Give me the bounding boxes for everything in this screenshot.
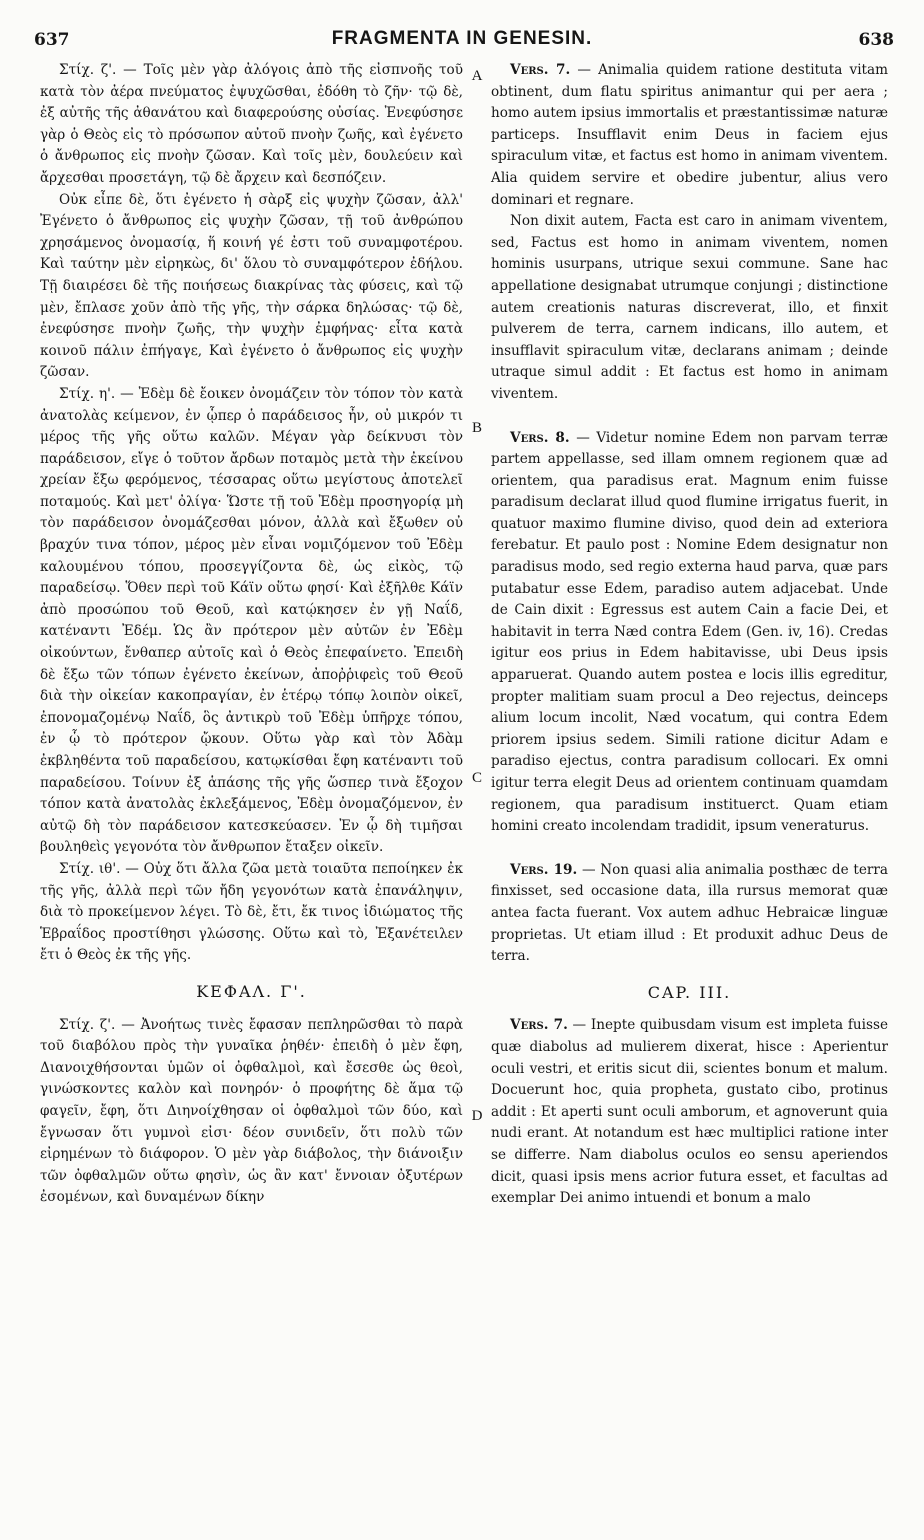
page-number-left: 637 bbox=[34, 30, 70, 50]
margin-letter-c: C bbox=[471, 770, 482, 786]
verse-label: Vers. 7. bbox=[510, 1017, 568, 1034]
latin-verse-text: — Non quasi alia animalia posthæc de terra finxisset, sed occasione data, illa rursus memorat quæ antea facta fuerant. Vox autem adhuc Hebraicæ linguæ proprietas. Ut etiam illud : Et produxit adhuc Deus de terra. bbox=[491, 861, 888, 965]
greek-verse-2-7-cont: Οὐκ εἶπε δὲ, ὅτι ἐγένετο ἡ σὰρξ εἰς ψυχὴν ζῶσαν, ἀλλ' Ἐγένετο ὁ ἄνθρωπος εἰς ψυχὴν ζῶσαν, τῇ τοῦ ἀνθρώπου χρησάμενος ὀνομασίᾳ, ἥ κοινή γέ ἐστι τοῦ συναμφοτέρου. Καὶ ταύτην μὲν εἰρηκὼς, δι' ὅλου τὸ συναμφότερον ἐδήλου. Τῇ διαιρέσει δὲ τῆς ποιήσεως διακρίνας τὰς φύσεις, καὶ τῷ μὲν, ἔπλασε χοῦν ἀπὸ τῆς γῆς, τὴν σάρκα δηλώσας· τῷ δὲ, ἐνεφύσησε πνοὴν ζωῆς, τὴν ψυχὴν ἐμφήνας· εἶτα κατὰ κοινοῦ πάλιν ἐπήγαγε, Καὶ ἐγένετο ὁ ἄνθρωπος εἰς ψυχὴν ζῶσαν. bbox=[40, 191, 463, 381]
greek-verse-3-7: Στίχ. ζ'. — Ἀνοήτως τινὲς ἔφασαν πεπληρῶσθαι τὸ παρὰ τοῦ διαβόλου πρὸς τὴν γυναῖκα ῥηθέν· ἐπειδὴ ὁ μὲν ἔφη, Διανοιχθήσονται ὑμῶν οἱ ὀφθαλμοὶ, καὶ ἔσεσθε ὡς θεοὶ, γινώσκοντες καλὸν καὶ πονηρόν· ὁ προφήτης δὲ ἅμα τῷ φαγεῖν, ἔφη, ὅτι Διηνοίχθησαν οἱ ὀφθαλμοὶ τῶν δύο, καὶ ἔγνωσαν ὅτι γυμνοὶ εἰσι· δέον συνιδεῖν, ὅτι πολὺ τῶν εἰρημένων τὸ διάφορον. Ὁ μὲν γὰρ διάβολος, τὴν διάνοιξιν τῶν ὀφθαλμῶν οὕτω φησὶν, ὡς ἂν κατ' ἔννοιαν ὀξυτέρων ἐσομένων, καὶ δυναμένων δίκην bbox=[40, 1016, 463, 1206]
greek-verse-2-19: Στίχ. ιθ'. — Οὐχ ὅτι ἄλλα ζῶα μετὰ τοιαῦτα πεποίηκεν ἐκ τῆς γῆς, ἀλλὰ περὶ τῶν ἤδη γεγονότων κατὰ ἐπανάληψιν, διὰ τὸ προκείμενον λέγει. Τὸ δὲ, ἔτι, ἔκ τινος ἰδιώματος τῆς Ἑβραΐδος προστίθησι γλώσσης. Οὕτω καὶ τὸ, Ἐξανέτειλεν ἔτι ὁ Θεὸς ἐκ τῆς γῆς. bbox=[40, 860, 463, 964]
verse-label: Vers. 8. bbox=[510, 429, 570, 446]
greek-verse-2-7: Στίχ. ζ'. — Τοῖς μὲν γὰρ ἀλόγοις ἀπὸ τῆς εἰσπνοῆς τοῦ κατὰ τὸν ἀέρα πνεύματος ἐψυχῶσθαι, ἐδόθη τὸ ζῆν· τῷ δὲ, ἐξ αὐτῆς τῆς ἀθανάτου καὶ διαφερούσης οὐσίας. Ἐνεφύσησε γὰρ ὁ Θεὸς εἰς τὸ πρόσωπον αὐτοῦ πνοὴν ζωῆς, καὶ ἐγένετο ὁ ἄνθρωπος εἰς πνοὴν ζῶσαν. Καὶ τοῖς μὲν, δουλεύειν καὶ ἄρχεσθαι προσετάγη, τῷ δὲ ἄρχειν καὶ δεσπόζειν. bbox=[40, 62, 463, 186]
latin-verse-2-7-cont: Non dixit autem, Facta est caro in animam viventem, sed, Factus est homo in animam viventem, nomen hominis usurpans, utrique sexui commune. Sane hac appellatione designabat utrumque conjungi ; distinctione autem creationis naturas discreverat, illo, et finxit pulverem de terra, carnem indicans, illo autem, et insufflavit spiraculum vitæ, declarans animam ; deinde utraque simul addit : Et factus est homo in animam viventem. bbox=[491, 213, 888, 402]
latin-chapter-heading: CAP. III. bbox=[647, 982, 732, 1002]
spacer bbox=[491, 838, 888, 860]
latin-verse-2-8 bbox=[491, 428, 888, 838]
margin-letter-d: D bbox=[471, 1108, 483, 1124]
latin-verse-3-7 bbox=[491, 1015, 888, 1209]
latin-verse-2-7 bbox=[491, 60, 888, 211]
latin-verse-text: — Animalia quidem ratione destituta vitam obtinent, dum flatu spiritus animantur qui per aera ; homo autem ipsius immortalis et præstantissimæ naturæ particeps. Insufflavit enim Deus in faciem ejus spiraculum vitæ, et factus est homo in animam viventem. Alia quidem servire et obedire jubentur, alius vero dominari et regnare. bbox=[491, 62, 888, 208]
greek-verse-2-8: Στίχ. η'. — Ἐδὲμ δὲ ἔοικεν ὀνομάζειν τὸν τόπον τὸν κατὰ ἀνατολὰς κείμενον, ἐν ᾧπερ ὁ παράδεισος ἦν, οὐ μικρόν τι μέρος τῆς γῆς οὕτω καλῶν. Μέγαν γὰρ δείκνυσι τὸν παράδεισον, εἴγε ὁ τοῦτον ἄρδων ποταμὸς μετὰ τὴν ἐκείνου χρείαν ἔξω φερόμενος, τέσσαρας οὕτω μεγίστους ἀποτελεῖ ποταμούς. Καὶ μετ' ὀλίγα· Ὥστε τῇ τοῦ Ἐδὲμ προσηγορίᾳ μὴ τὸν παράδεισον ὀνομάζεσθαι μόνον, ἀλλὰ καὶ ἔξωθεν οὐ βραχύν τινα τόπον, μέρος μὲν εἶναι νομιζόμενον τοῦ Ἐδὲμ καλουμένου τόπου, προσεγγίζοντα δὲ, ὡς εἰκὸς, τῷ παραδείσῳ. Ὅθεν περὶ τοῦ Κάϊν οὕτω φησί· Καὶ ἐξῆλθε Κάϊν ἀπὸ προσώπου τοῦ Θεοῦ, καὶ κατῴκησεν ἐν γῇ Ναΐδ, κατέναντι Ἐδέμ. Ὡς ἂν πρότερον μὲν αὐτῶν ἐν Ἐδὲμ οἰκούντων, ἔνθαπερ αὐτοῖς καὶ ὁ Θεὸς ἐπεφαίνετο. Ἐπειδὴ δὲ ἔξω τῶν τόπων ἐγένετο ἐκείνων, ἀποῤῥιφεὶς τοῦ Θεοῦ διὰ τὴν οἰκείαν κακοπραγίαν, ἐν ἑτέρῳ τόπῳ λοιπὸν οἰκεῖ, ἐπονομαζομένῳ Ναΐδ, ὃς ἀντικρὺ τοῦ Ἐδὲμ ὑπῆρχε τόπου, ἐν ᾧ τὸ πρότερον ᾤκουν. Οὕτω γὰρ καὶ τὸν Ἀδὰμ ἐκβληθέντα τοῦ παραδείσου, κατῳκίσθαι ἔφη κατέναντι τοῦ παραδείσου. Τοίνυν ἐξ ἁπάσης τῆς γῆς ὥσπερ τινὰ ἔξοχον τόπον κατὰ ἀνατολὰς ἐκλεξάμενος, Ἐδὲμ ὀνομαζόμενον, ἐν αὐτῷ δὴ τὸν παράδεισον κατεσκεύασεν. Ἐν ᾧ δὴ τιμῆσαι βουληθεὶς γεγονότα τὸν ἄνθρωπον ἔταξεν οἰκεῖν. bbox=[40, 385, 463, 856]
latin-verse-2-19 bbox=[491, 860, 888, 968]
verse-label: Vers. 7. bbox=[510, 62, 571, 78]
running-title: FRAGMENTA IN GENESIN. bbox=[331, 28, 593, 49]
margin-letter-a: A bbox=[471, 68, 483, 84]
spacer bbox=[491, 406, 888, 428]
margin-letter-b: B bbox=[471, 420, 482, 436]
margin-markers bbox=[463, 0, 491, 1540]
page-number-right: 638 bbox=[858, 30, 894, 50]
page-header bbox=[0, 0, 924, 60]
latin-verse-text: — Inepte quibusdam visum est impleta fuisse quæ diabolus ad mulierem dixerat, hisce : Aperientur oculi vestri, et eritis sicut dii, scientes bonum et malum. Docuerunt hoc, quia propheta, gustato cibo, protinus addit : Et aperti sunt oculi amborum, et agnoverunt quia nudi erant. At notandum est hæc multiplici ratione inter se differre. Nam diabolus oculos eo sensu aperiendos dicit, quasi ipsis mens acrior futura esset, et facultas ad exemplar Dei animo intuendi et bonum a malo bbox=[491, 1017, 889, 1207]
latin-verse-text: — Videtur nomine Edem non parvam terræ partem appellasse, sed illam omnem regionem quæ ad orientem, qua paradisus erat. Magnum enim fuisse paradisum declarat illud quod flumine irrigatus fuerit, in quatuor maximo flumine diviso, quod dein ad exteriora ferebatur. Et paulo post : Nomine Edem designatur non paradisus modo, sed regio externa haud parva, quæ pars putabatur esse Edem, paradiso autem adjacebat. Unde de Cain dixit : Egressus est autem Cain a facie Dei, et habitavit in terra Næd contra Edem (Gen. iv, 16). Credas igitur eos prius in Edem habitavisse, ubi Deus ipsis apparuerat. Quando autem postea e locis illis egreditur, propter malitiam suam procul a Deo rejectus, deinceps alium locum incolit, Næd vocatum, qui contra Edem priorem ipsius sedem. Simili ratione dicitur Adam e paradiso ejectus, contra paradisum collocari. Ex omni igitur terra elegit Deus ad orientem continuam quamdam regionem, qua paradisum instituerct. Quam etiam homini creato incolendam tradidit, ipsum veneraturus. bbox=[491, 429, 888, 835]
greek-column bbox=[40, 60, 463, 1209]
verse-label: Vers. 19. bbox=[510, 861, 578, 878]
greek-chapter-heading: ΚΕΦΑΛ. Γ'. bbox=[196, 981, 307, 1001]
latin-column bbox=[491, 60, 888, 1210]
